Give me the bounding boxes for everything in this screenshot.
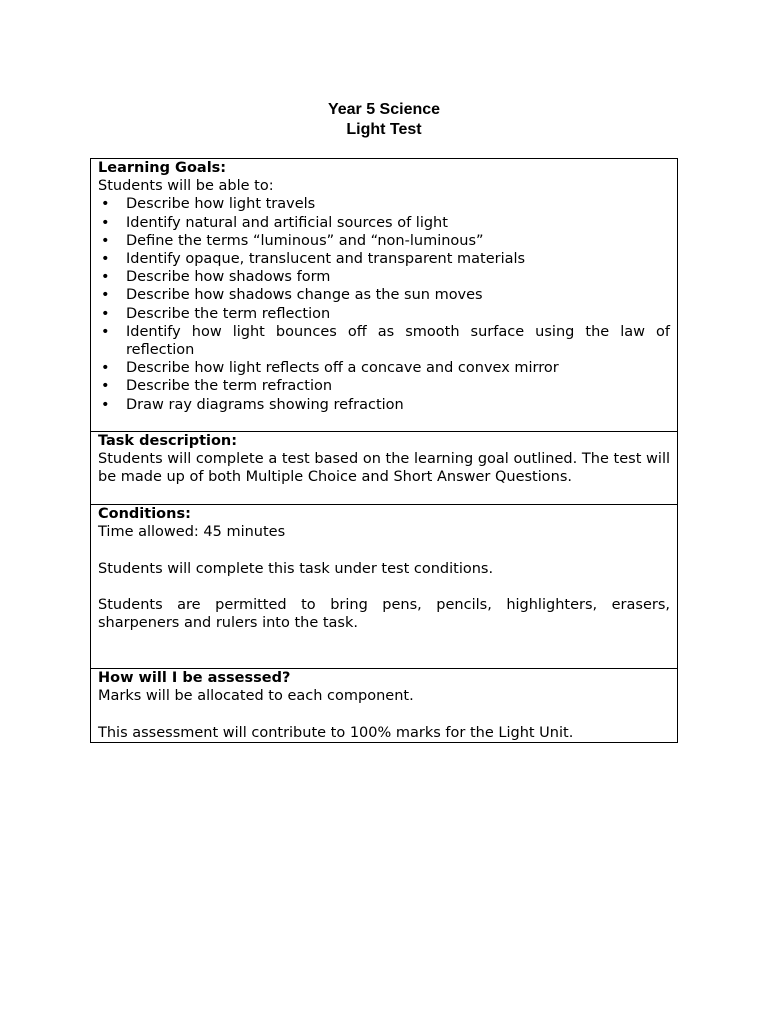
assessment-heading: How will I be assessed?	[98, 670, 291, 686]
list-item	[98, 377, 670, 395]
bullet-icon: •	[101, 396, 110, 413]
title-subject: Year 5 Science	[327, 101, 441, 118]
list-item	[98, 214, 670, 232]
bullet-icon: •	[101, 251, 110, 268]
list-item	[98, 250, 670, 268]
assessment-cell	[91, 669, 678, 743]
goal-text: Describe how shadows change as the sun moves	[126, 287, 483, 304]
paragraph-spacer	[98, 705, 670, 723]
list-item	[98, 305, 670, 323]
bullet-icon: •	[101, 360, 110, 377]
goal-text: Identify opaque, translucent and transparent materials	[126, 251, 526, 268]
conditions-row	[91, 505, 678, 669]
goal-text: Identify how light bounces off as smooth surface using the law of reflection	[126, 323, 670, 359]
list-item	[98, 195, 670, 213]
goal-text: Draw ray diagrams showing refraction	[126, 396, 404, 413]
bullet-icon: •	[101, 269, 110, 286]
task-description-row	[91, 432, 678, 505]
contribution-text: This assessment will contribute to 100% marks for the Light Unit.	[98, 724, 574, 741]
paragraph-spacer	[98, 578, 670, 596]
learning-goals-cell	[91, 159, 678, 432]
bullet-icon: •	[101, 287, 110, 304]
assessment-row	[91, 669, 678, 743]
goal-text: Define the terms “luminous” and “non-luminous”	[126, 232, 484, 249]
list-item	[98, 286, 670, 304]
time-allowed-text: Time allowed: 45 minutes	[98, 524, 286, 541]
bullet-icon: •	[101, 232, 110, 249]
conditions-cell	[91, 505, 678, 669]
task-description-cell	[91, 432, 678, 505]
bullet-icon: •	[101, 196, 110, 213]
learning-goals-heading: Learning Goals:	[98, 160, 227, 176]
goal-text: Describe the term reflection	[126, 305, 331, 322]
list-item	[98, 323, 670, 359]
marks-text: Marks will be allocated to each component.	[98, 688, 414, 705]
task-description-heading: Task description:	[98, 433, 238, 449]
test-conditions-text: Students will complete this task under test conditions.	[98, 560, 494, 577]
document-title	[0, 100, 768, 140]
bullet-icon: •	[101, 378, 110, 395]
paragraph-spacer	[98, 541, 670, 559]
goal-text: Identify natural and artificial sources of light	[126, 214, 448, 231]
goal-text: Describe the term refraction	[126, 378, 333, 395]
title-test-name: Light Test	[346, 121, 422, 138]
conditions-heading: Conditions:	[98, 506, 191, 522]
list-item	[98, 396, 670, 414]
goal-text: Describe how shadows form	[126, 269, 331, 286]
bullet-icon: •	[101, 323, 110, 340]
list-item	[98, 268, 670, 286]
bullet-icon: •	[101, 305, 110, 322]
list-item	[98, 232, 670, 250]
bullet-icon: •	[101, 214, 110, 231]
permitted-items-text: Students are permitted to bring pens, pencils, highlighters, erasers, sharpeners and rulers into the task.	[98, 596, 670, 632]
task-description-text: Students will complete a test based on the learning goal outlined. The test will be made up of both Multiple Choice and Short Answer Questions.	[98, 451, 670, 486]
learning-goals-intro: Students will be able to:	[98, 178, 274, 195]
learning-goals-list	[98, 195, 670, 413]
list-item	[98, 359, 670, 377]
goal-text: Describe how light travels	[126, 196, 316, 213]
goal-text: Describe how light reflects off a concave and convex mirror	[126, 360, 559, 377]
task-sheet-table	[90, 158, 678, 743]
learning-goals-row	[91, 159, 678, 432]
